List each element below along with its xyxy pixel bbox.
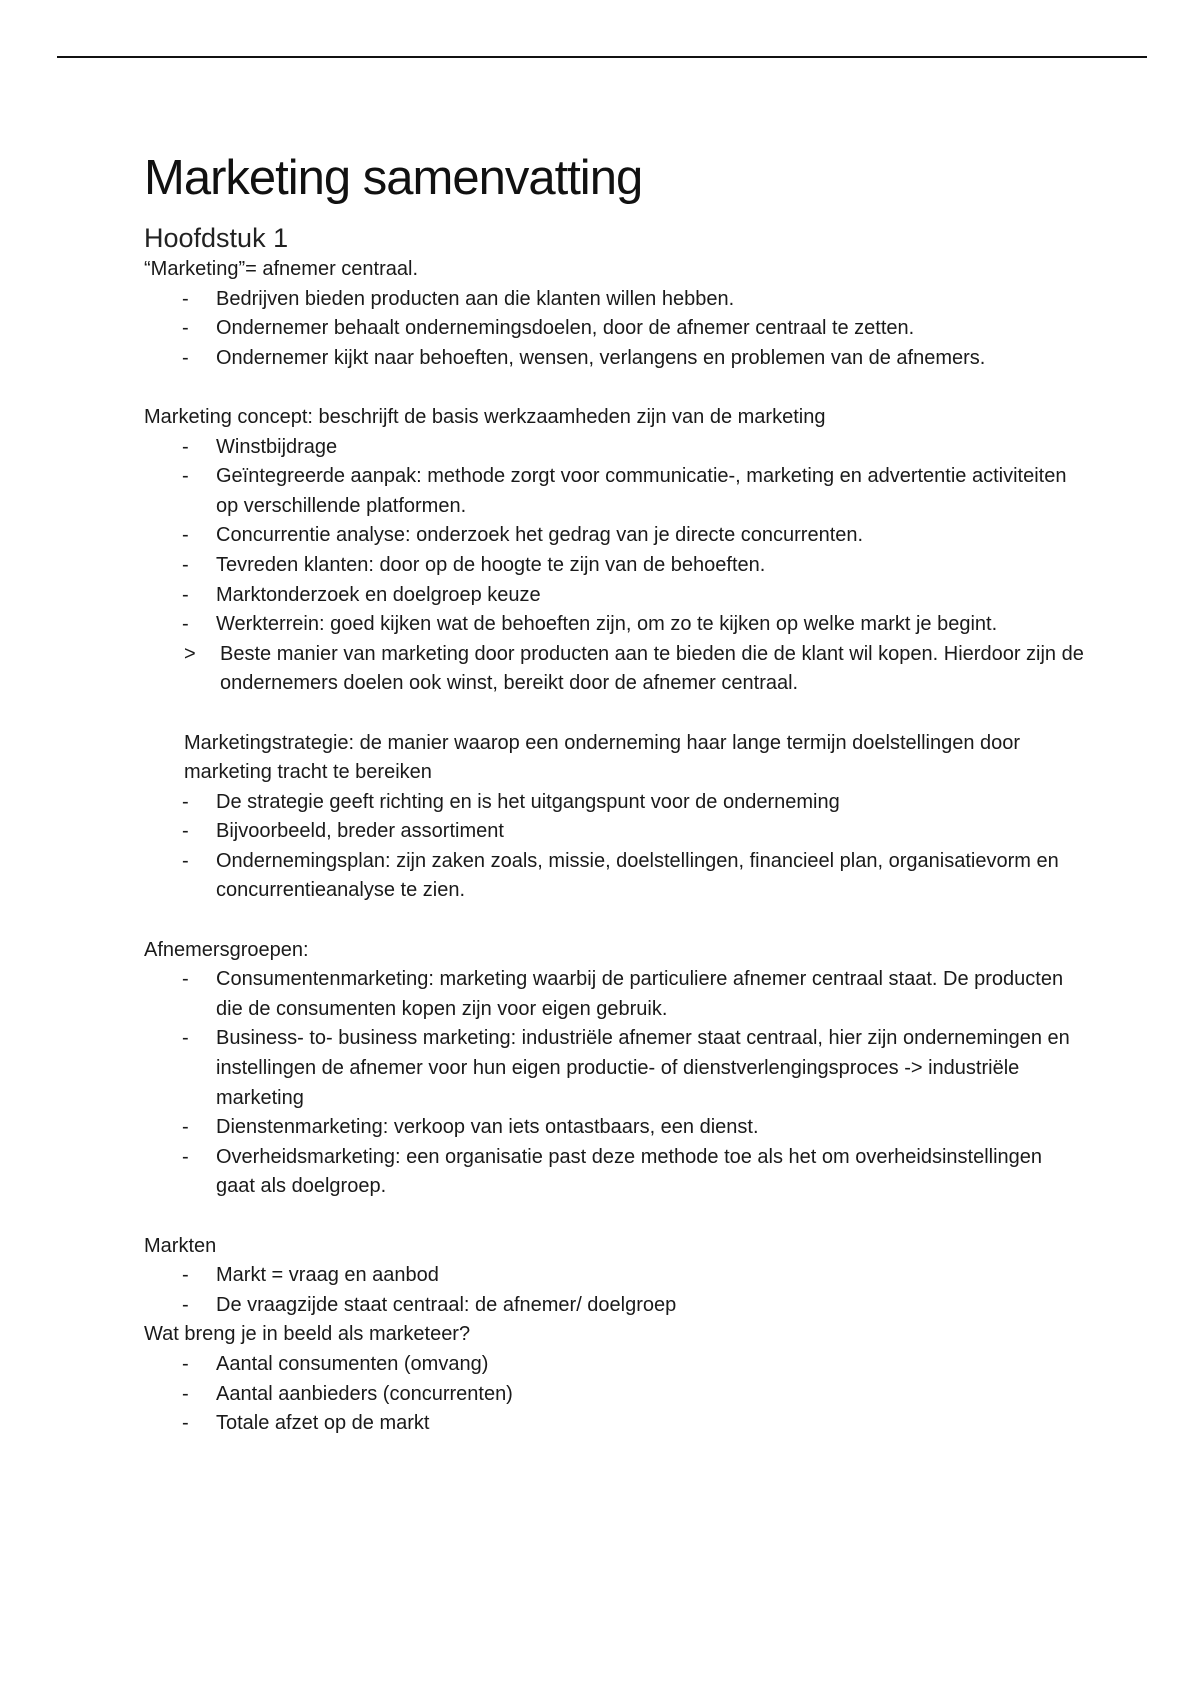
bullet-mark: - <box>182 1352 189 1375</box>
bullet-mark: - <box>182 849 189 872</box>
bullet-mark: - <box>182 524 189 547</box>
bullet-mark: - <box>182 613 189 636</box>
markets-list <box>144 1261 1084 1320</box>
list-item: - Tevreden klanten: door op de hoogte te zijn van de behoeften. <box>144 551 1084 581</box>
list-item: - Bedrijven bieden producten aan die klanten willen hebben. <box>144 285 1084 315</box>
groups-list <box>144 965 1084 1202</box>
page-title: Marketing samenvatting <box>144 151 643 205</box>
spacer <box>144 1202 1084 1232</box>
list-item: - De strategie geeft richting en is het uitgangspunt voor de onderneming <box>144 788 1084 818</box>
bullet-mark: - <box>182 287 189 310</box>
strategy-lead: Marketingstrategie: de manier waarop een onderneming haar lange termijn doelstellingen door marketing tracht te bereiken <box>184 731 1021 784</box>
chapter-heading: Hoofdstuk 1 <box>144 223 289 253</box>
list-item: - Markt = vraag en aanbod <box>144 1261 1084 1291</box>
bullet-mark: - <box>182 790 189 813</box>
bullet-mark: - <box>182 1293 189 1316</box>
list-item: - Overheidsmarketing: een organisatie past deze methode toe als het om overheidsinstellingen gaat als doelgroep. <box>144 1143 1084 1202</box>
markets-question: Wat breng je in beeld als marketeer? <box>144 1323 471 1346</box>
bullet-mark: - <box>182 1145 189 1168</box>
arrow-mark: > <box>184 642 196 665</box>
bullet-mark: - <box>182 1412 189 1435</box>
concept-lead: Marketing concept: beschrijft de basis werkzaamheden zijn van de marketing <box>144 405 826 428</box>
groups-lead: Afnemersgroepen: <box>144 938 309 961</box>
bullet-mark: - <box>182 435 189 458</box>
list-item: - Geïntegreerde aanpak: methode zorgt voor communicatie-, marketing en advertentie activiteiten op verschillende platformen. <box>144 462 1084 521</box>
bullet-mark: - <box>182 1027 189 1050</box>
markets-question-list <box>144 1350 1084 1439</box>
list-item: - Concurrentie analyse: onderzoek het gedrag van je directe concurrenten. <box>144 521 1084 551</box>
list-item: - Consumentenmarketing: marketing waarbij de particuliere afnemer centraal staat. De producten die de consumenten kopen zijn voor eigen gebruik. <box>144 965 1084 1024</box>
bullet-mark: - <box>182 465 189 488</box>
list-item: - Winstbijdrage <box>144 433 1084 463</box>
list-item: - Werkterrein: goed kijken wat de behoeften zijn, om zo te kijken op welke markt je begint. <box>144 610 1084 640</box>
bullet-mark: - <box>182 968 189 991</box>
intro-lead: “Marketing”= afnemer centraal. <box>144 258 419 280</box>
bullet-mark: - <box>182 1382 189 1405</box>
arrow-item: > Beste manier van marketing door producten aan te bieden die de klant wil kopen. Hierdoor zijn de ondernemers doelen ook winst, bereikt door de afnemer centraal. <box>144 640 1084 699</box>
strategy-list <box>144 788 1084 906</box>
list-item: - Aantal aanbieders (concurrenten) <box>144 1380 1084 1410</box>
list-item: - Dienstenmarketing: verkoop van iets ontastbaars, een dienst. <box>144 1113 1084 1143</box>
top-rule <box>57 56 1147 58</box>
intro-list <box>144 285 1084 374</box>
bullet-mark: - <box>182 1116 189 1139</box>
spacer <box>144 699 1084 729</box>
spacer <box>144 906 1084 936</box>
list-item: - Ondernemingsplan: zijn zaken zoals, missie, doelstellingen, financieel plan, organisatievorm en concurrentieanalyse te zien. <box>144 847 1084 906</box>
markets-lead: Markten <box>144 1234 217 1257</box>
bullet-mark: - <box>182 583 189 606</box>
list-item: - Ondernemer behaalt ondernemingsdoelen, door de afnemer centraal te zetten. <box>144 314 1084 344</box>
bullet-mark: - <box>182 553 189 576</box>
list-item: - Bijvoorbeeld, breder assortiment <box>144 817 1084 847</box>
list-item: - Business- to- business marketing: industriële afnemer staat centraal, hier zijn ondernemingen en instellingen de afnemer voor hun eigen productie- of dienstverlengingsproces -> industriële marketing <box>144 1024 1084 1113</box>
concept-list <box>144 433 1084 699</box>
bullet-mark: - <box>182 820 189 843</box>
bullet-mark: - <box>182 317 189 340</box>
bullet-mark: - <box>182 346 189 369</box>
list-item: - Aantal consumenten (omvang) <box>144 1350 1084 1380</box>
bullet-mark: - <box>182 1264 189 1287</box>
list-item: - Marktonderzoek en doelgroep keuze <box>144 581 1084 611</box>
document-page <box>144 148 1084 1439</box>
spacer <box>144 373 1084 403</box>
list-item: - Totale afzet op de markt <box>144 1409 1084 1439</box>
list-item: - De vraagzijde staat centraal: de afnemer/ doelgroep <box>144 1291 1084 1321</box>
list-item: - Ondernemer kijkt naar behoeften, wensen, verlangens en problemen van de afnemers. <box>144 344 1084 374</box>
